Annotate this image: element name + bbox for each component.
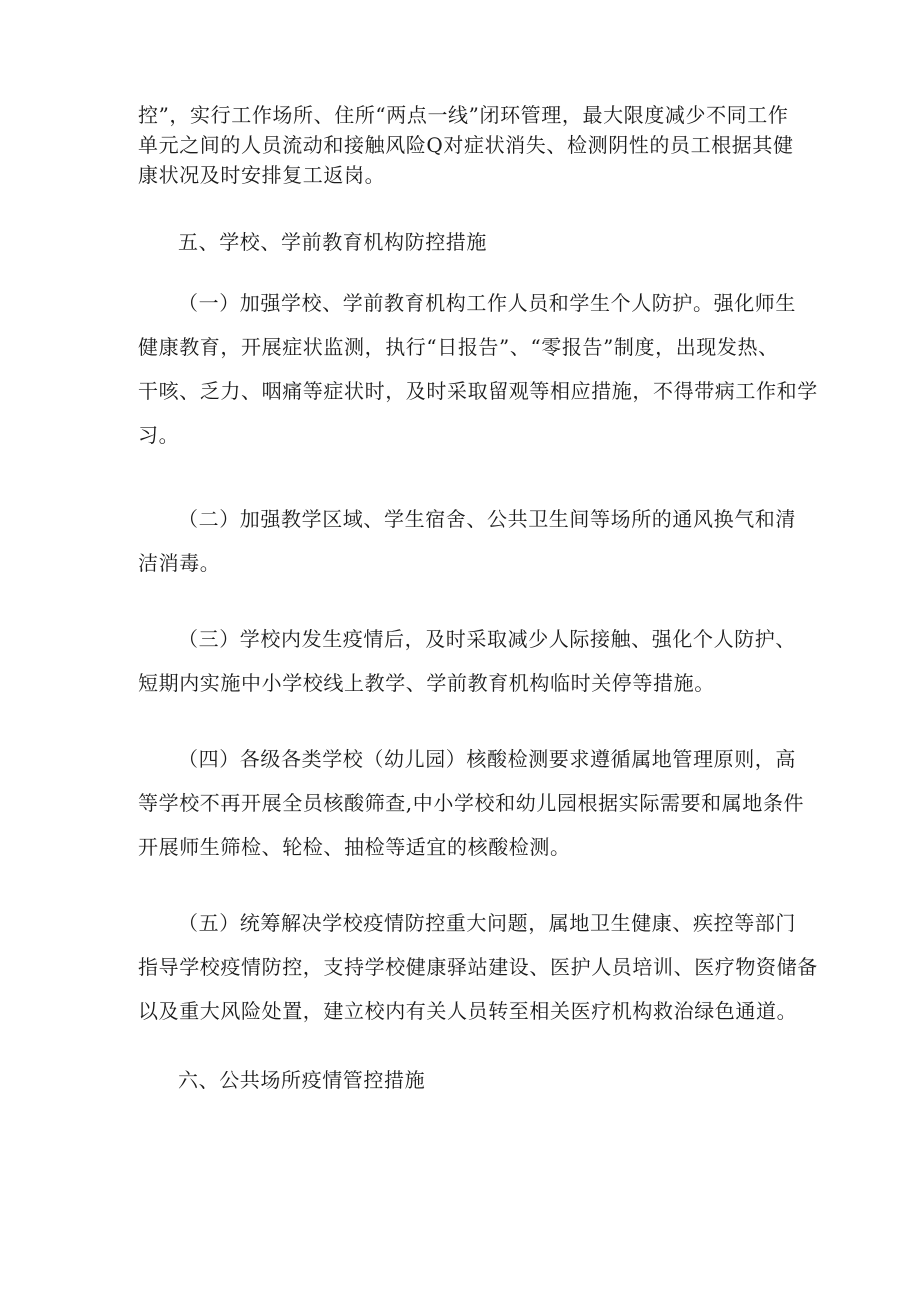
paragraph-line: 等学校不再开展全员核酸筛查,中小学校和幼儿园根据实际需要和属地条件 bbox=[138, 791, 805, 815]
item-paragraph-3 bbox=[138, 617, 796, 705]
section-heading-six: 六、公共场所疫情管控措施 bbox=[178, 1068, 426, 1092]
paragraph-line: 康状况及时安排复工返岗。 bbox=[138, 163, 386, 187]
paragraph-line: 单元之间的人员流动和接触风险Q对症状消失、检测阴性的员工根据其健 bbox=[138, 133, 794, 157]
item-paragraph-5 bbox=[138, 901, 818, 1033]
paragraph-line: 控”，实行工作场所、住所“两点一线”闭环管理，最大限度减少不同工作 bbox=[138, 103, 789, 127]
paragraph-line: 干咳、乏力、咽痛等症状时，及时采取留观等相应措施，不得带病工作和学 bbox=[138, 379, 818, 403]
paragraph-line: 以及重大风险处置，建立校内有关人员转至相关医疗机构救治绿色通道。 bbox=[138, 999, 798, 1023]
item-paragraph-2 bbox=[138, 497, 796, 585]
item-paragraph-1 bbox=[138, 281, 818, 457]
item-paragraph-4 bbox=[138, 737, 804, 869]
section-heading-five: 五、学校、学前教育机构防控措施 bbox=[178, 230, 487, 254]
paragraph-line: （三）学校内发生疫情后，及时采取减少人际接触、强化个人防护、 bbox=[178, 627, 796, 651]
paragraph-line: 指导学校疫情防控，支持学校健康驿站建设、医护人员培训、医疗物资储备 bbox=[138, 955, 818, 979]
paragraph-line: 短期内实施中小学校线上教学、学前教育机构临时关停等措施。 bbox=[138, 671, 715, 695]
paragraph-line: 习。 bbox=[138, 423, 180, 447]
paragraph-line: 洁消毒。 bbox=[138, 551, 221, 575]
paragraph-line: （一）加强学校、学前教育机构工作人员和学生个人防护。强化师生 bbox=[178, 291, 796, 315]
paragraph-line: 开展师生筛检、轮检、抽检等适宜的核酸检测。 bbox=[138, 835, 571, 859]
paragraph-line: 健康教育，开展症状监测，执行“日报告”、“零报告”制度，出现发热、 bbox=[138, 335, 779, 359]
paragraph-line: （四）各级各类学校（幼儿园）核酸检测要求遵循属地管理原则，高 bbox=[178, 747, 796, 771]
paragraph-line: （五）统筹解决学校疫情防控重大问题，属地卫生健康、疾控等部门 bbox=[178, 911, 796, 935]
intro-paragraph bbox=[138, 100, 794, 190]
paragraph-line: （二）加强教学区域、学生宿舍、公共卫生间等场所的通风换气和清 bbox=[178, 507, 796, 531]
